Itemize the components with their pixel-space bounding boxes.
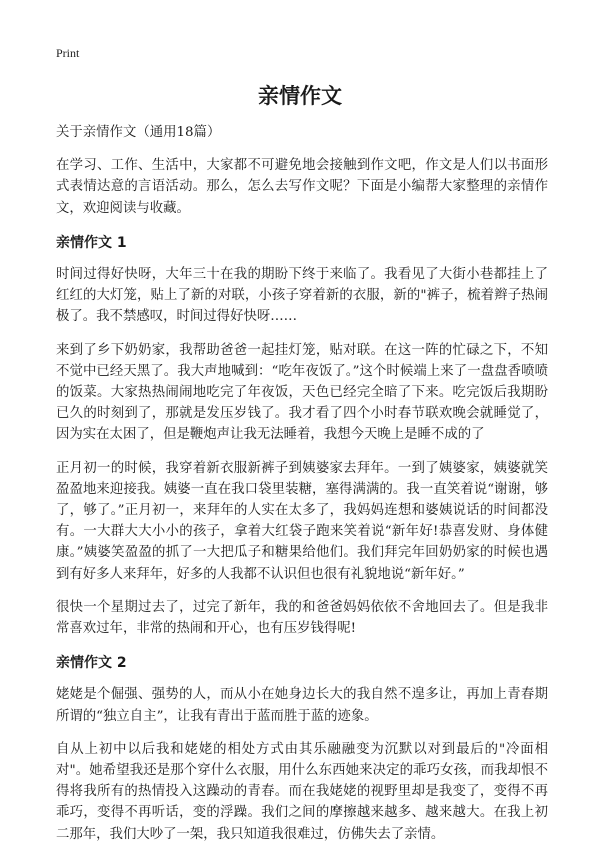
- document-body: [56, 122, 548, 857]
- section-1-paragraph-1: 时间过得好快呀，大年三十在我的期盼下终于来临了。我看见了大街小巷都挂上了红红的大灯笼，贴上了新的对联，小孩子穿着新的衣服，新的"裤子，梳着辫子热闹极了。我不禁感叹，时间过得好快呀……: [56, 267, 548, 325]
- print-link[interactable]: Print: [56, 46, 80, 60]
- section-heading-2: 亲情作文 2: [56, 655, 127, 672]
- section-2-paragraph-1: 姥姥是个倔强、强势的人，而从小在她身边长大的我自然不遑多让，再加上青春期所谓的“独立自主”，让我有青出于蓝而胜于蓝的迹象。: [56, 687, 548, 724]
- section-heading-1: 亲情作文 1: [56, 234, 127, 251]
- page-title: 亲情作文: [258, 84, 342, 108]
- section-2-paragraph-2: 自从上初中以后我和姥姥的相处方式由其乐融融变为沉默以对到最后的"冷面相对"。她希望我还是那个穿什么衣服，用什么东西她来决定的乖巧女孩，而我却恨不得将我所有的热情投入这躁动的青春。而在我姥姥的视野里却是我变了，变得不再乖巧，变得不再听话，变的浮躁。我们之间的摩擦越来越多、越来越大。在我上初二那年，我们大吵了一架，我只知道我很难过，仿佛失去了亲情。: [56, 741, 548, 842]
- section-1-paragraph-4: 很快一个星期过去了，过完了新年，我的和爸爸妈妈依依不舍地回去了。但是我非常喜欢过年，非常的热闹和开心，也有压岁钱得呢!: [56, 599, 548, 637]
- intro-paragraph: 在学习、工作、生活中，大家都不可避免地会接触到作文吧，作文是人们以书面形式表情达意的言语活动。那么，怎么去写作文呢？下面是小编帮大家整理的亲情作文，欢迎阅读与收藏。: [56, 158, 548, 216]
- section-1-paragraph-2: 来到了乡下奶奶家，我帮助爸爸一起挂灯笼，贴对联。在这一阵的忙碌之下，不知不觉中已经天黑了。我大声地喊到：“吃年夜饭了。”这个时候端上来了一盘盘香喷喷的饭菜。大家热热闹闹地吃完了年夜饭，天色已经完全暗了下来。吃完饭后我期盼已久的时刻到了，那就是发压岁钱了。我才看了四个小时春节联欢晚会就睡觉了，因为实在太困了，但是鞭炮声让我无法睡着，我想今天晚上是睡不成的了: [56, 342, 548, 443]
- document-subtitle: 关于亲情作文（通用18篇）: [56, 125, 221, 140]
- section-1-paragraph-3: 正月初一的时候，我穿着新衣服新裤子到姨婆家去拜年。一到了姨婆家，姨婆就笑盈盈地来迎接我。姨婆一直在我口袋里装糖，塞得满满的。我一直笑着说“谢谢，够了，够了。”正月初一，来拜年的人实在太多了，我妈妈连想和婆姨说话的时间都没有。一大群大大小小的孩子，拿着大红袋子跑来笑着说“新年好!恭喜发财、身体健康。”姨婆笑盈盈的抓了一大把瓜子和糖果给他们。我们拜完年回奶奶家的时候也遇到有好多人来拜年，好多的人我都不认识但也很有礼貌地说“新年好。”: [56, 460, 548, 582]
